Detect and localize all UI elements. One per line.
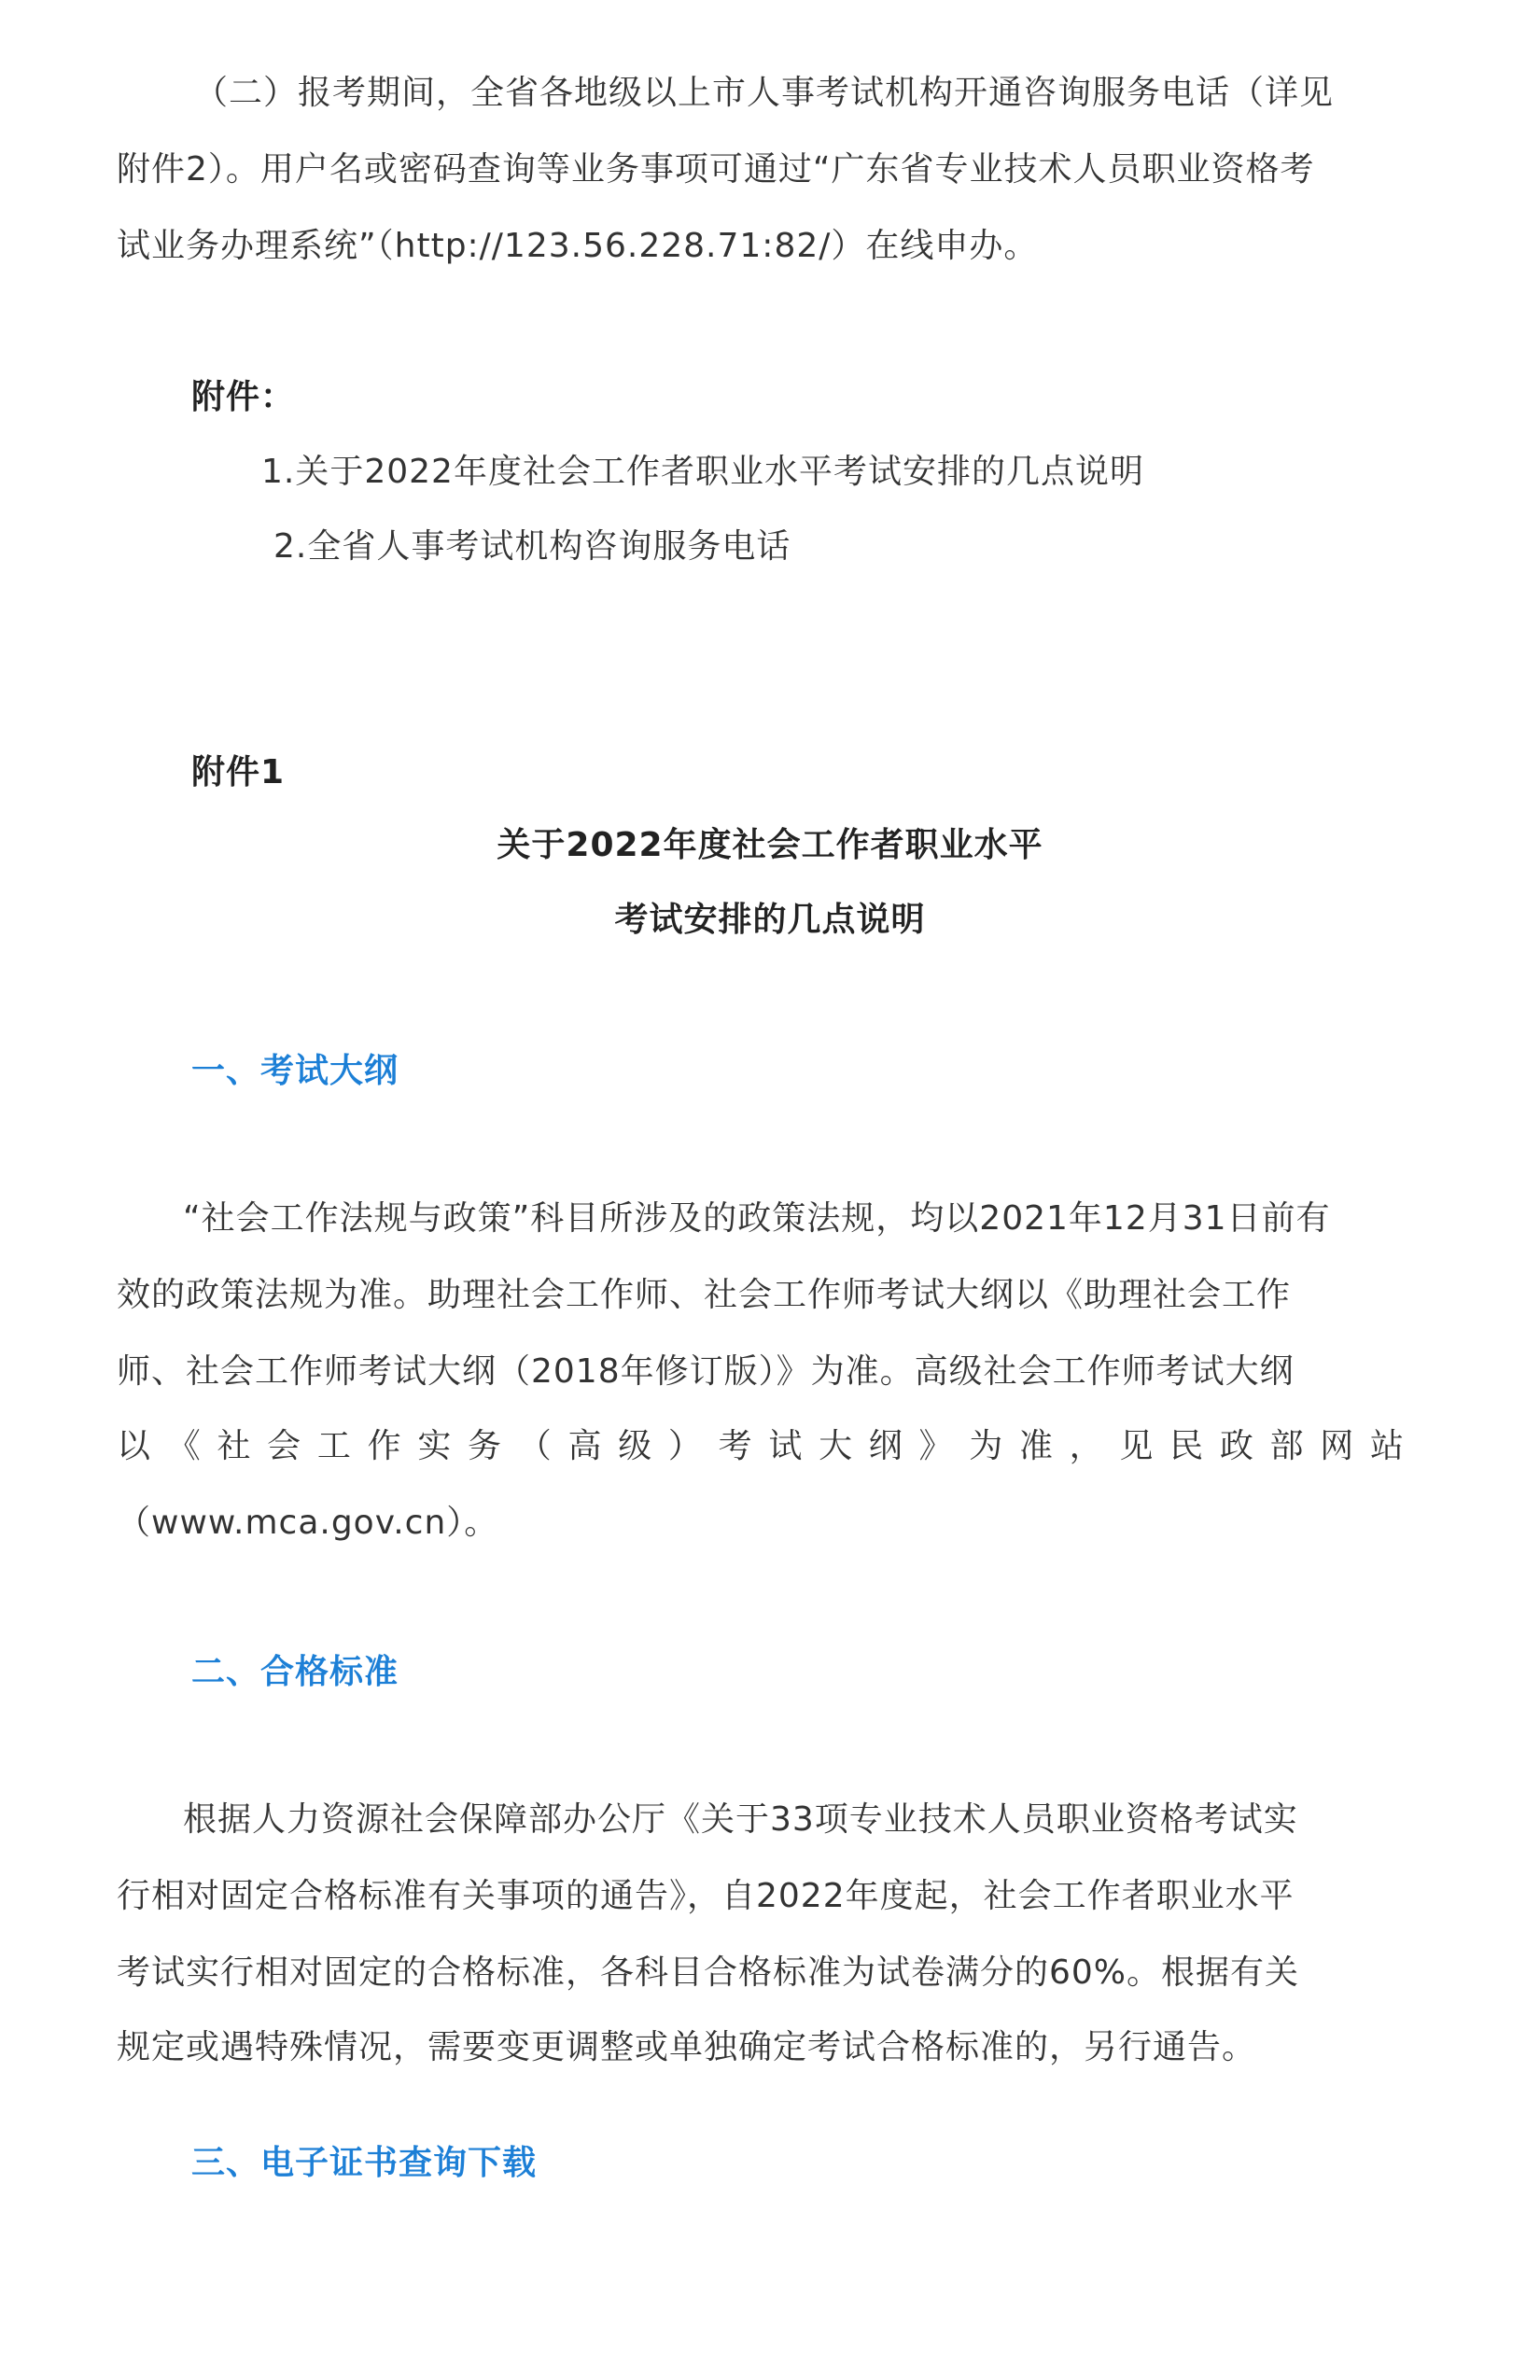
section1-line-4: 以《社会工作实务（高级）考试大纲》为准，见民政部网站 (117, 1427, 1405, 1465)
intro-line-1: （二）报考期间，全省各地级以上市人事考试机构开通咨询服务电话（详见 (194, 74, 1335, 112)
section2-line-4: 规定或遇特殊情况，需要变更调整或单独确定考试合格标准的，另行通告。 (117, 2028, 1257, 2066)
section2-line-3: 考试实行相对固定的合格标准，各科目合格标准为试卷满分的60%。根据有关 (117, 1953, 1300, 1992)
section-heading-2: 二、合格标准 (191, 1653, 399, 1691)
intro-line-3: 试业务办理系统”（http://123.56.228.71:82/）在线申办。 (117, 227, 1039, 265)
section2-line-1: 根据人力资源社会保障部办公厅《关于33项专业技术人员职业资格考试实 (183, 1800, 1298, 1839)
section1-line-2: 效的政策法规为准。助理社会工作师、社会工作师考试大纲以《助理社会工作 (117, 1276, 1292, 1314)
appendix1-title-line-1: 关于2022年度社会工作者职业水平 (497, 826, 1043, 864)
attachments-label: 附件： (191, 378, 296, 416)
section2-line-2: 行相对固定合格标准有关事项的通告》，自2022年度起，社会工作者职业水平 (117, 1877, 1295, 1915)
attachment-item-2: 2.全省人事考试机构咨询服务电话 (273, 527, 791, 566)
attachment-item-1: 1.关于2022年度社会工作者职业水平考试安排的几点说明 (261, 453, 1144, 491)
section-heading-3: 三、电子证书查询下载 (191, 2144, 538, 2182)
section1-line-5: （www.mca.gov.cn）。 (117, 1504, 499, 1542)
section1-line-3: 师、社会工作师考试大纲（2018年修订版）》为准。高级社会工作师考试大纲 (117, 1352, 1295, 1391)
intro-line-2: 附件2）。用户名或密码查询等业务事项可通过“广东省专业技术人员职业资格考 (117, 150, 1315, 189)
section1-line-1: “社会工作法规与政策”科目所涉及的政策法规，均以2021年12月31日前有 (183, 1199, 1331, 1238)
appendix1-label: 附件1 (191, 753, 286, 791)
appendix1-title-line-2: 考试安排的几点说明 (614, 901, 926, 939)
section-heading-1: 一、考试大纲 (191, 1052, 399, 1090)
